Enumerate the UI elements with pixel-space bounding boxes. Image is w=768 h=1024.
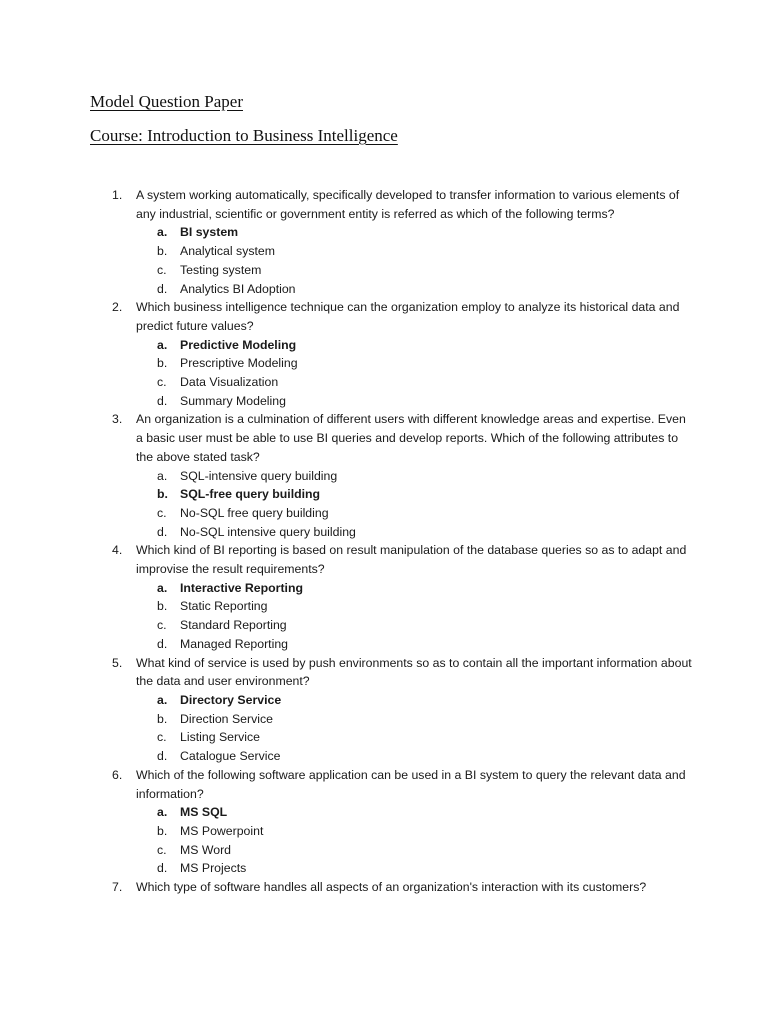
question-number: 1. — [112, 188, 123, 202]
question-7 — [112, 878, 692, 897]
question-number: 6. — [112, 767, 123, 782]
option-letter: d. — [157, 281, 168, 296]
answer-option — [112, 504, 692, 523]
option-text: MS Powerpoint — [180, 823, 264, 838]
option-text: Managed Reporting — [180, 636, 289, 651]
answer-option — [112, 261, 692, 280]
option-text: Analytical system — [180, 244, 275, 259]
option-letter: a. — [157, 468, 168, 483]
option-text: MS Word — [180, 842, 232, 857]
answer-option-correct — [112, 803, 692, 822]
answer-option-correct — [112, 691, 692, 710]
option-text: Directory Service — [180, 692, 282, 707]
question-5 — [112, 654, 692, 691]
option-text: Listing Service — [180, 730, 260, 745]
option-text: Catalogue Service — [180, 749, 281, 764]
option-text: Summary Modeling — [180, 393, 286, 408]
option-text: Direction Service — [180, 711, 273, 726]
question-number: 3. — [112, 412, 123, 427]
answer-option — [112, 635, 692, 654]
option-letter: a. — [157, 580, 168, 595]
question-6 — [112, 766, 692, 803]
option-letter: b. — [157, 244, 168, 259]
question-list — [112, 186, 692, 897]
question-3 — [112, 410, 692, 466]
option-text: Data Visualization — [180, 375, 279, 390]
question-2 — [112, 298, 692, 335]
option-letter: c. — [157, 618, 167, 633]
answer-option — [112, 616, 692, 635]
option-letter: a. — [157, 805, 168, 820]
option-letter: b. — [157, 823, 168, 838]
question-number: 2. — [112, 300, 123, 315]
page-title: Model Question Paper — [90, 92, 243, 111]
option-text: MS Projects — [180, 861, 247, 876]
option-letter: b. — [157, 487, 168, 502]
option-letter: b. — [157, 711, 168, 726]
option-text: No-SQL free query building — [180, 505, 329, 520]
option-letter: a. — [157, 225, 168, 240]
option-letter: d. — [157, 861, 168, 876]
question-text: Which business intelligence technique can the organization employ to analyze its historical data and predict future values? — [136, 300, 680, 333]
answer-option — [112, 467, 692, 486]
option-letter: d. — [157, 524, 168, 539]
answer-option — [112, 841, 692, 860]
answer-option — [112, 728, 692, 747]
answer-option — [112, 523, 692, 542]
option-letter: a. — [157, 337, 168, 352]
question-1 — [112, 186, 692, 223]
option-text: Interactive Reporting — [180, 580, 303, 595]
option-text: SQL-intensive query building — [180, 468, 338, 483]
question-text: What kind of service is used by push environments so as to contain all the important information about the data and user environment? — [136, 655, 692, 689]
option-letter: c. — [157, 842, 167, 857]
option-text: Predictive Modeling — [180, 337, 297, 352]
option-text: SQL-free query building — [180, 487, 321, 502]
answer-option — [112, 822, 692, 841]
answer-option-correct — [112, 579, 692, 598]
option-letter: b. — [157, 356, 168, 371]
question-4 — [112, 541, 692, 578]
option-text: Prescriptive Modeling — [180, 356, 298, 371]
answer-option — [112, 597, 692, 616]
option-letter: a. — [157, 692, 168, 707]
answer-option — [112, 710, 692, 729]
option-letter: d. — [157, 393, 168, 408]
answer-option-correct — [112, 223, 692, 242]
question-number: 7. — [112, 880, 123, 895]
answer-option-correct — [112, 485, 692, 504]
question-text: A system working automatically, specifically developed to transfer information to various elements of any industrial, scientific or government entity is referred as which of the following terms? — [136, 188, 680, 221]
course-title: Course: Introduction to Business Intelligence — [90, 126, 398, 145]
question-text: Which type of software handles all aspects of an organization's interaction with its customers? — [136, 880, 647, 895]
question-text: An organization is a culmination of different users with different knowledge areas and expertise. Even a basic user must be able to use BI queries and develop reports. Which of the following attributes to the above stated task? — [136, 412, 686, 464]
option-text: Analytics BI Adoption — [180, 281, 296, 296]
answer-option — [112, 392, 692, 411]
question-text: Which kind of BI reporting is based on result manipulation of the database queries so as to adapt and improvise the result requirements? — [136, 543, 687, 577]
option-letter: c. — [157, 375, 167, 390]
option-text: Testing system — [180, 262, 262, 277]
option-letter: c. — [157, 505, 167, 520]
option-letter: d. — [157, 636, 168, 651]
question-number: 5. — [112, 655, 123, 670]
option-text: BI system — [180, 225, 239, 240]
answer-option-correct — [112, 336, 692, 355]
option-letter: c. — [157, 730, 167, 745]
option-text: Static Reporting — [180, 599, 268, 614]
answer-option — [112, 373, 692, 392]
answer-option — [112, 747, 692, 766]
question-text: Which of the following software application can be used in a BI system to query the relevant data and information? — [136, 767, 686, 801]
option-letter: c. — [157, 262, 167, 277]
option-text: Standard Reporting — [180, 618, 287, 633]
option-text: No-SQL intensive query building — [180, 524, 356, 539]
answer-option — [112, 242, 692, 261]
question-number: 4. — [112, 543, 123, 558]
answer-option — [112, 354, 692, 373]
answer-option — [112, 280, 692, 299]
option-text: MS SQL — [180, 805, 228, 820]
option-letter: d. — [157, 749, 168, 764]
answer-option — [112, 859, 692, 878]
option-letter: b. — [157, 599, 168, 614]
